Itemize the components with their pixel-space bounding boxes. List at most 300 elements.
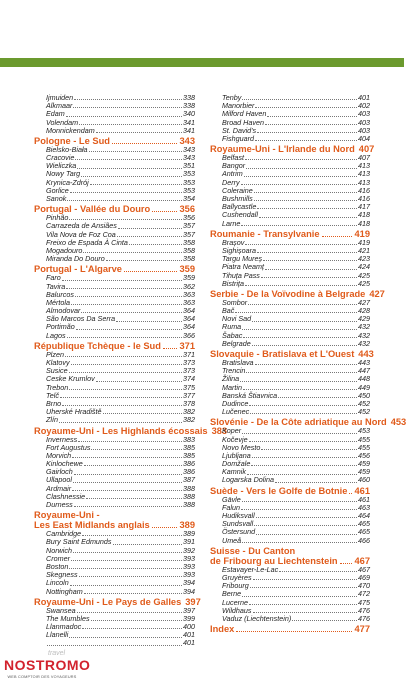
entry-page-number: 459: [358, 467, 370, 477]
entry-page-number: 341: [183, 125, 195, 135]
leader-dots: [124, 270, 178, 272]
leader-dots: [69, 567, 182, 569]
entry-name: Manorbier: [222, 101, 255, 111]
leader-dots: [62, 404, 182, 406]
toc-entry: [34, 631, 195, 639]
entry-page-number: 343: [183, 153, 195, 163]
section-page-number: 383: [211, 425, 228, 436]
entry-page-number: 456: [358, 450, 370, 460]
section-title: Index: [210, 624, 235, 635]
leader-dots: [256, 516, 357, 518]
leader-dots: [267, 115, 357, 117]
entry-name: Berne: [222, 589, 242, 599]
toc-entry: [34, 416, 195, 424]
entry-page-number: 419: [358, 237, 370, 247]
leader-dots: [117, 235, 182, 237]
leader-dots: [60, 396, 182, 398]
section-title: Portugal - Vallée du Douro: [34, 204, 151, 215]
leader-dots: [81, 311, 182, 313]
leader-dots: [256, 533, 357, 535]
section-page-number: 356: [179, 204, 195, 215]
entry-name: Telč: [46, 390, 59, 400]
entry-name: Swansea: [46, 605, 76, 615]
section-page-number: 477: [354, 624, 370, 635]
leader-dots: [82, 534, 182, 536]
entry-name: Kamnik: [222, 467, 246, 477]
entry-page-number: 357: [183, 229, 195, 239]
entry-name: Fishguard: [222, 133, 254, 143]
leader-dots: [236, 630, 352, 632]
section-title: Royaume-Uni - Les Highlands écossais: [34, 425, 208, 436]
entry-page-number: 364: [183, 322, 195, 332]
leader-dots: [242, 98, 357, 100]
entry-name: Trencin: [222, 366, 246, 376]
leader-dots: [249, 440, 357, 442]
leader-dots: [275, 481, 357, 483]
leader-dots: [255, 106, 357, 108]
entry-page-number: 393: [183, 561, 195, 571]
entry-page-number: 388: [183, 491, 195, 501]
entry-page-number: 465: [358, 519, 370, 529]
entry-page-number: 423: [358, 254, 370, 264]
entry-page-number: 394: [183, 578, 195, 588]
leader-dots: [78, 440, 182, 442]
entry-name: Llanelli: [46, 630, 69, 640]
leader-dots: [113, 543, 182, 545]
toc-entry: [34, 640, 195, 648]
entry-page-number: 357: [183, 221, 195, 231]
leader-dots: [152, 526, 178, 528]
entry-name: Boston: [46, 561, 69, 571]
entry-name: Sombor: [222, 297, 248, 307]
leader-dots: [261, 276, 357, 278]
entry-page-number: 475: [358, 597, 370, 607]
entry-page-number: 413: [358, 161, 370, 171]
leader-dots: [249, 404, 357, 406]
leader-dots: [245, 158, 357, 160]
entry-name: Lucerne: [222, 597, 248, 607]
entry-page-number: 392: [183, 545, 195, 555]
entry-name: Tavira: [46, 281, 66, 291]
leader-dots: [84, 592, 182, 594]
entry-page-number: 351: [183, 161, 195, 171]
entry-page-number: 338: [183, 101, 195, 111]
entry-page-number: 476: [358, 605, 370, 615]
entry-page-number: 432: [358, 338, 370, 348]
entry-name: Cracovie: [46, 153, 75, 163]
leader-dots: [259, 216, 357, 218]
leader-dots: [265, 268, 357, 270]
leader-dots: [235, 311, 357, 313]
section-page-number: 371: [179, 340, 195, 351]
entry-page-number: 425: [358, 270, 370, 280]
section-page-number: 427: [369, 288, 385, 299]
leader-dots: [70, 584, 182, 586]
toc-entry: [210, 615, 370, 623]
toc-entry: [210, 220, 370, 228]
entry-page-number: 432: [358, 330, 370, 340]
entry-name: Skegness: [46, 570, 78, 580]
entry-page-number: 373: [183, 366, 195, 376]
leader-dots: [244, 175, 357, 177]
entry-name: Morvich: [46, 450, 72, 460]
entry-page-number: 363: [183, 289, 195, 299]
toc-section-heading: [34, 510, 195, 530]
entry-page-number: 393: [183, 570, 195, 580]
section-title-line: de Fribourg au Liechtenstein: [210, 555, 338, 566]
section-title-line: Royaume-Uni -: [34, 510, 100, 521]
entry-page-number: 359: [183, 273, 195, 283]
leader-dots: [79, 123, 182, 125]
section-title: Royaume-Uni - L'Irlande du Nord: [210, 144, 355, 155]
entry-page-number: 447: [358, 366, 370, 376]
leader-dots: [240, 380, 357, 382]
leader-dots: [292, 619, 357, 621]
entry-page-number: 389: [183, 529, 195, 539]
entry-page-number: 397: [183, 605, 195, 615]
leader-dots: [75, 295, 182, 297]
entry-page-number: 385: [183, 442, 195, 452]
section-page-number: 453: [390, 417, 406, 428]
entry-name: Trebon: [46, 382, 69, 392]
leader-dots: [163, 347, 178, 349]
entry-page-number: 353: [183, 169, 195, 179]
leader-dots: [74, 505, 182, 507]
leader-dots: [250, 586, 357, 588]
section-title: Pologne - Le Sud: [34, 135, 110, 146]
entry-page-number: 448: [358, 374, 370, 384]
entry-page-number: 452: [358, 407, 370, 417]
entry-page-number: 429: [358, 314, 370, 324]
entry-name: Miranda Do Douro: [46, 254, 105, 264]
entry-name: Almodovar: [46, 306, 81, 316]
entry-name: Bushmills: [222, 194, 253, 204]
entry-name: Freixo de Espada À Cinta: [46, 237, 128, 247]
entry-name: Susice: [46, 366, 68, 376]
entry-page-number: 399: [183, 613, 195, 623]
entry-page-number: 385: [183, 450, 195, 460]
leader-dots: [246, 371, 357, 373]
leader-dots: [252, 320, 357, 322]
leader-dots: [81, 175, 182, 177]
leader-dots: [86, 497, 182, 499]
entry-page-number: 401: [183, 638, 195, 648]
entry-page-number: 378: [183, 398, 195, 408]
entry-name: Volendam: [46, 117, 79, 127]
logo-overlay-text: travel: [48, 650, 66, 657]
leader-dots: [245, 243, 357, 245]
leader-dots: [73, 481, 182, 483]
entry-name: Novi Sad: [222, 314, 252, 324]
section-title: Portugal - L'Algarve: [34, 264, 122, 275]
toc-entry: [34, 501, 195, 509]
leader-dots: [69, 371, 182, 373]
leader-dots: [279, 570, 357, 572]
leader-dots: [257, 131, 357, 133]
section-title-line: Suisse - Du Canton: [210, 545, 296, 556]
leader-dots: [67, 336, 182, 338]
entry-page-number: 425: [358, 278, 370, 288]
entry-name: Sanok: [46, 194, 67, 204]
entry-name: Llanmadoc: [46, 622, 82, 632]
leader-dots: [253, 578, 357, 580]
entry-page-number: 388: [183, 483, 195, 493]
entry-name: Fribourg: [222, 581, 249, 591]
leader-dots: [47, 644, 182, 646]
entry-name: Targu Mureș: [222, 254, 263, 264]
leader-dots: [248, 303, 357, 305]
leader-dots: [103, 412, 182, 414]
entry-page-number: 364: [183, 306, 195, 316]
entry-page-number: 371: [183, 349, 195, 359]
leader-dots: [252, 344, 357, 346]
toc-entry: [210, 477, 370, 485]
entry-name: Cambridge: [46, 529, 82, 539]
entry-name: Vaduz (Liechtenstein): [222, 613, 292, 623]
toc-entry: [210, 299, 370, 307]
entry-page-number: 455: [358, 434, 370, 444]
entry-name: Ullapool: [46, 475, 72, 485]
leader-dots: [69, 388, 182, 390]
entry-page-number: 364: [183, 314, 195, 324]
entry-name: Tihuța Pass: [222, 270, 260, 280]
entry-page-number: 428: [358, 306, 370, 316]
entry-name: Dudince: [222, 398, 249, 408]
leader-dots: [243, 336, 357, 338]
entry-name: Žilina: [222, 374, 240, 384]
entry-name: Martin: [222, 382, 242, 392]
leader-dots: [245, 284, 357, 286]
section-title: Slovaquie - Bratislava et L'Ouest: [210, 349, 355, 360]
entry-page-number: 418: [358, 210, 370, 220]
entry-name: Wildhaus: [222, 605, 252, 615]
toc-entry: [210, 408, 370, 416]
section-page-number: 443: [358, 349, 374, 360]
entry-page-number: 465: [358, 527, 370, 537]
entry-name: Edam: [46, 109, 65, 119]
section-page-number: 461: [354, 485, 370, 496]
top-band: [0, 0, 404, 58]
entry-name: Wieliczka: [46, 161, 77, 171]
entry-name: Bielsko-Biała: [46, 144, 88, 154]
entry-name: Gorlice: [46, 185, 69, 195]
toc-entry: [34, 255, 195, 263]
leader-dots: [89, 150, 182, 152]
section-page-number: 397: [185, 596, 201, 607]
entry-name: Bratislava: [222, 358, 254, 368]
entry-page-number: 400: [183, 622, 195, 632]
entry-name: Faro: [46, 273, 61, 283]
entry-page-number: 358: [183, 237, 195, 247]
entry-page-number: 467: [358, 564, 370, 574]
entry-name: Gairloch: [46, 467, 73, 477]
entry-page-number: 377: [183, 390, 195, 400]
leader-dots: [62, 279, 182, 281]
entry-name: Piatra Neamț: [222, 262, 264, 272]
section-title: Slovénie - De la Côte adriatique au Nord: [210, 417, 387, 428]
leader-dots: [83, 251, 182, 253]
entry-name: Umeå: [222, 535, 242, 545]
leader-dots: [261, 448, 357, 450]
leader-dots: [91, 619, 182, 621]
entry-name: Krynica-Zdrój: [46, 177, 89, 187]
entry-name: Balurcos: [46, 289, 74, 299]
entry-page-number: 421: [358, 245, 370, 255]
entry-name: Nowy Targ: [46, 169, 81, 179]
leader-dots: [249, 603, 357, 605]
leader-dots: [72, 489, 182, 491]
entry-page-number: 354: [183, 194, 195, 204]
leader-dots: [73, 106, 182, 108]
leader-dots: [96, 380, 182, 382]
entry-name: Bistrița: [222, 278, 244, 288]
entry-name: Lincoln: [46, 578, 69, 588]
leader-dots: [278, 396, 357, 398]
entry-page-number: 476: [358, 613, 370, 623]
entry-page-number: 450: [358, 390, 370, 400]
section-page-number: 389: [179, 520, 195, 531]
entry-name: Vila Nova de Foz Coa: [46, 229, 116, 239]
leader-dots: [253, 611, 358, 613]
entry-name: Banská Štiavnica: [222, 390, 278, 400]
toc-entry: [210, 340, 370, 348]
entry-name: Ardmair: [46, 483, 72, 493]
leader-dots: [247, 473, 357, 475]
entry-page-number: 353: [183, 185, 195, 195]
entry-name: Nottingham: [46, 586, 83, 596]
leader-dots: [72, 456, 182, 458]
entry-page-number: 402: [358, 101, 370, 111]
entry-page-number: 353: [183, 177, 195, 187]
entry-page-number: 455: [358, 442, 370, 452]
section-title: Royaume-Uni - Le Pays de Galles: [34, 596, 182, 607]
entry-page-number: 393: [183, 553, 195, 563]
leader-dots: [254, 191, 357, 193]
section-page-number: 407: [358, 144, 375, 155]
entry-page-number: 391: [183, 537, 195, 547]
entry-page-number: 403: [358, 125, 370, 135]
leader-dots: [254, 199, 357, 201]
leader-dots: [116, 320, 182, 322]
entry-name: Pinhão: [46, 213, 69, 223]
entry-page-number: 358: [183, 245, 195, 255]
entry-page-number: 387: [183, 475, 195, 485]
leader-dots: [106, 259, 182, 261]
entry-name: Hudiksvall: [222, 511, 255, 521]
entry-name: Antrim: [222, 169, 243, 179]
entry-page-number: 356: [183, 213, 195, 223]
leader-dots: [70, 191, 182, 193]
toc-entry: [34, 332, 195, 340]
entry-name: Cushendall: [222, 210, 258, 220]
leader-dots: [152, 210, 177, 212]
leader-dots: [129, 243, 182, 245]
entry-page-number: 407: [358, 153, 370, 163]
entry-page-number: 366: [183, 330, 195, 340]
entry-page-number: 424: [358, 262, 370, 272]
entry-name: Derry: [222, 177, 240, 187]
entry-page-number: 418: [358, 218, 370, 228]
entry-page-number: 341: [183, 117, 195, 127]
entry-name: Belgrade: [222, 338, 251, 348]
leader-dots: [73, 551, 182, 553]
entry-name: Sundsvall: [222, 519, 254, 529]
entry-name: Cromer: [46, 553, 70, 563]
entry-page-number: 413: [358, 177, 370, 187]
entry-name: Ballycastle: [222, 202, 257, 212]
section-page-number: 359: [179, 264, 195, 275]
entry-page-number: 375: [183, 382, 195, 392]
entry-page-number: 394: [183, 586, 195, 596]
leader-dots: [74, 98, 182, 100]
entry-name: The Mumbles: [46, 613, 90, 623]
leader-dots: [65, 355, 182, 357]
leader-dots: [90, 183, 182, 185]
leader-dots: [67, 199, 182, 201]
leader-dots: [246, 167, 357, 169]
leader-dots: [349, 492, 352, 494]
leader-dots: [241, 183, 357, 185]
entry-page-number: 461: [358, 494, 370, 504]
leader-dots: [91, 448, 182, 450]
section-title: Suède - Vers le Golfe de Botnie: [210, 485, 348, 496]
entry-name: Ijmuiden: [46, 92, 74, 102]
logo-tagline: WEB COMPTOIR DES VOYAGEURS: [7, 675, 77, 679]
entry-page-number: 416: [358, 194, 370, 204]
entry-name: Alkmaar: [46, 101, 73, 111]
entry-name: Zlín: [46, 415, 58, 425]
leader-dots: [241, 508, 357, 510]
entry-name: São Marcos Da Serra: [46, 314, 116, 324]
entry-name: St. David's: [222, 125, 257, 135]
entry-name: Larne: [222, 218, 241, 228]
entry-page-number: 383: [183, 434, 195, 444]
entry-page-number: 443: [358, 358, 370, 368]
entry-page-number: 386: [183, 467, 195, 477]
leader-dots: [255, 139, 357, 141]
entry-name: Gruyères: [222, 572, 252, 582]
leader-dots: [254, 524, 357, 526]
entry-name: Sighișoara: [222, 245, 256, 255]
leader-dots: [255, 363, 357, 365]
leader-dots: [71, 559, 182, 561]
entry-page-number: 404: [358, 133, 370, 143]
entry-name: Estavayer-Le-Lac: [222, 564, 279, 574]
entry-page-number: 401: [358, 92, 370, 102]
entry-name: Mogadouro: [46, 245, 83, 255]
entry-page-number: 358: [183, 254, 195, 264]
entry-page-number: 470: [358, 581, 370, 591]
entry-page-number: 459: [358, 459, 370, 469]
entry-name: Clashnessie: [46, 491, 86, 501]
entry-name: Bury Saint Edmunds: [46, 537, 112, 547]
logo-brand: NOSTROMO: [4, 657, 91, 673]
entry-name: Domžale: [222, 459, 251, 469]
entry-name: Ceske Krumlov: [46, 374, 95, 384]
entry-name: Östersund: [222, 527, 256, 537]
entry-name: Portimão: [46, 322, 75, 332]
entry-name: Lučenec: [222, 407, 250, 417]
toc-right-column: [210, 92, 406, 635]
entry-name: Klatovy: [46, 358, 70, 368]
toc-entry: [210, 135, 370, 143]
leader-dots: [66, 287, 182, 289]
entry-name: Inverness: [46, 434, 78, 444]
entry-name: Norwich: [46, 545, 72, 555]
section-title: Roumanie - Transylvanie: [210, 228, 320, 239]
leader-dots: [76, 328, 182, 330]
leader-dots: [112, 142, 178, 144]
